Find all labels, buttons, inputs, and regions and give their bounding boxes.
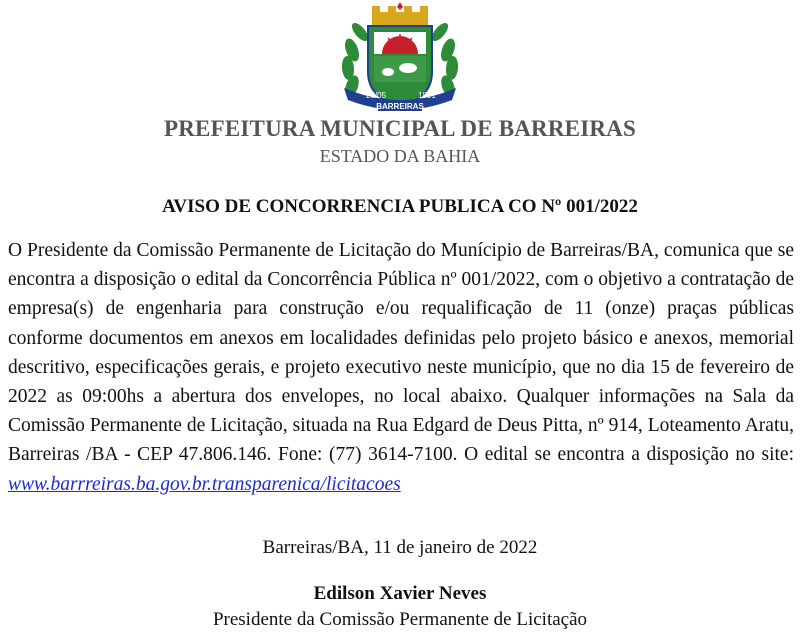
organization-title: PREFEITURA MUNICIPAL DE BARREIRAS bbox=[164, 116, 636, 141]
edital-website-link[interactable]: www.barrreiras.ba.gov.br.transparenica/licitacoes bbox=[8, 473, 401, 495]
signer-name: Edilson Xavier Neves bbox=[313, 583, 487, 604]
svg-text:1891: 1891 bbox=[418, 91, 436, 100]
svg-text:26/05: 26/05 bbox=[366, 91, 387, 100]
municipal-crest-logo bbox=[330, 2, 470, 114]
svg-text:BARREIRAS: BARREIRAS bbox=[376, 102, 424, 111]
notice-body-text: O Presidente da Comissão Permanente de Licitação do Munícipio de Barreiras/BA, comunica que se encontra a disposição o edital da Concorrência Pública nº 001/2022, com o objetivo a contratação de empresa(s) de engenharia para construção e/ou requalificação de 11 (onze) praças públicas conforme documentos em anexos em localidades definidas pelo projeto básico e anexos, memorial descritivo, especificações gerais, e projeto executivo neste município, que no dia 15 de fevereiro de 2022 as 09:00hs a abertura dos envelopes, no local abaixo. Qualquer informações na Sala da Comissão Permanente de Licitação, situada na Rua Edgard de Deus Pitta, nº 914, Loteamento Aratu, Barreiras /BA - CEP 47.806.146. Fone: (77) 3614-7100. O edital se encontra a disposição no site: bbox=[8, 240, 794, 466]
organization-subtitle: ESTADO DA BAHIA bbox=[319, 146, 481, 166]
date-line: Barreiras/BA, 11 de janeiro de 2022 bbox=[262, 537, 538, 558]
notice-body bbox=[8, 236, 794, 499]
signer-role: Presidente da Comissão Permanente de Licitação bbox=[212, 609, 588, 630]
notice-title: AVISO DE CONCORRENCIA PUBLICA CO Nº 001/2022 bbox=[162, 196, 638, 217]
